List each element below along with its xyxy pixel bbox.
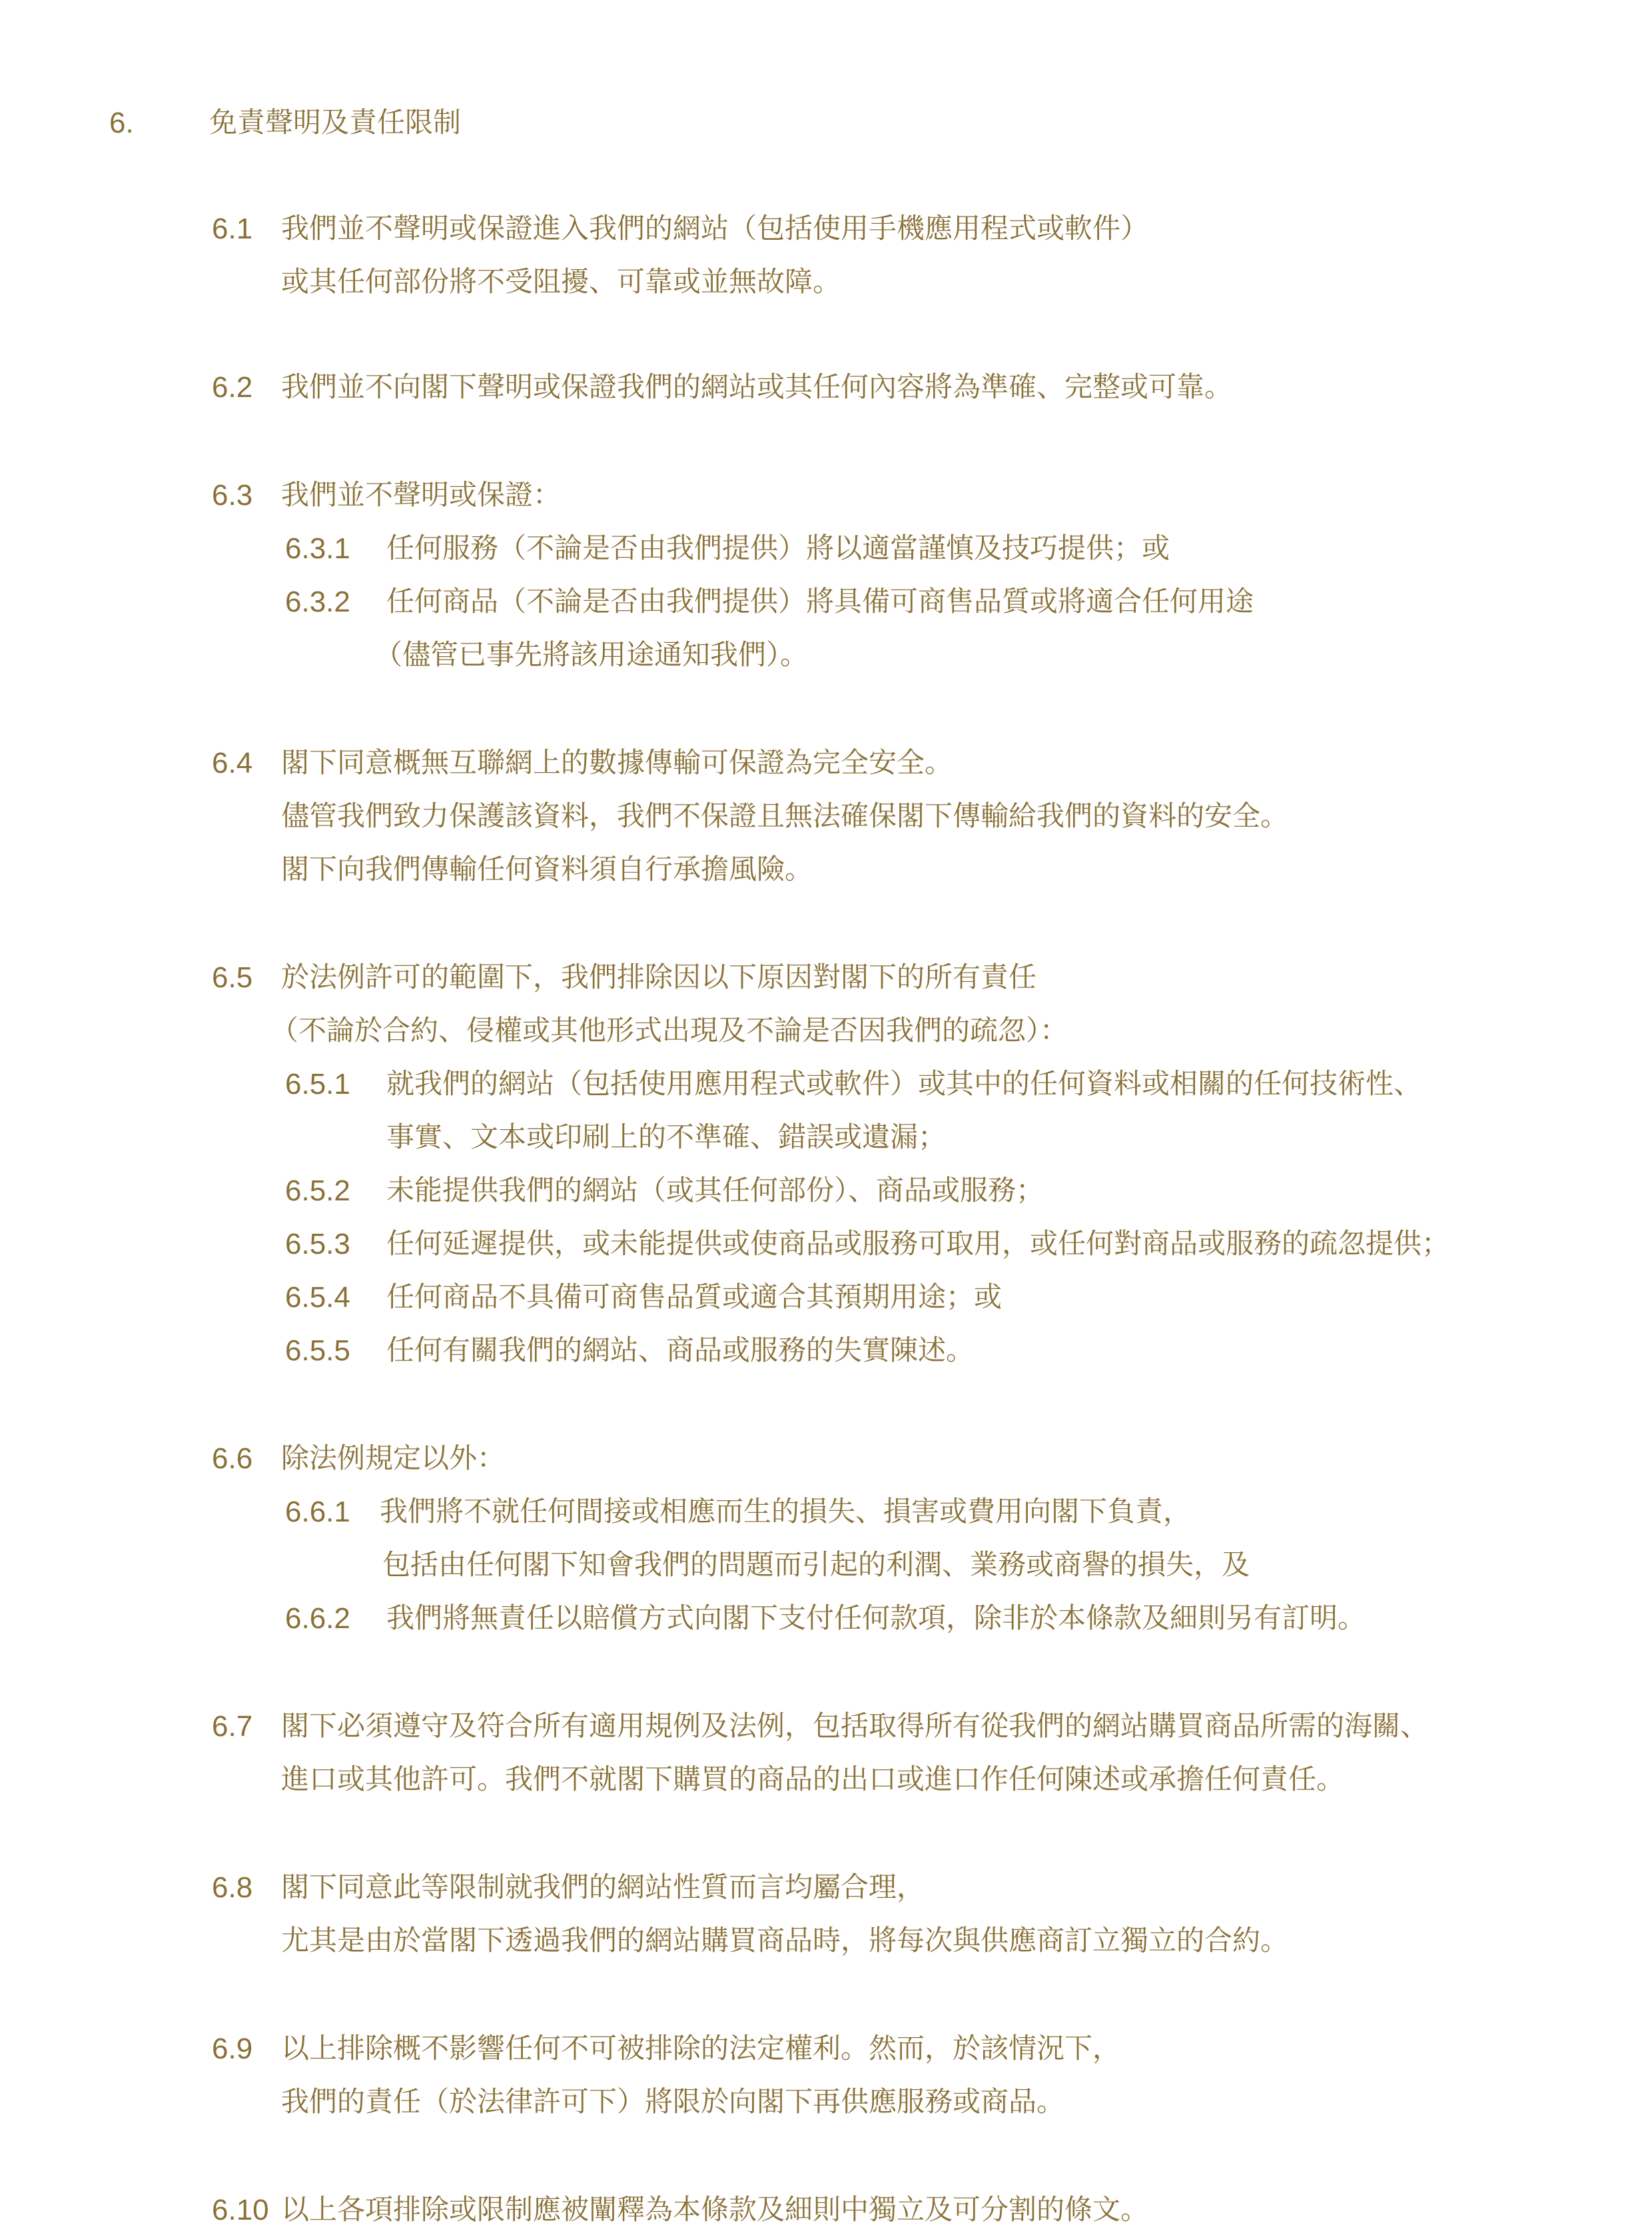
subclause-number: 6.5.3 — [285, 1228, 350, 1260]
clause-text-continued: 或其任何部份將不受阻擾、可靠或並無故障。 — [281, 265, 841, 298]
clause-text-continued: 閣下向我們傳輸任何資料須自行承擔風險。 — [281, 853, 813, 885]
subclause-text: 任何商品（不論是否由我們提供）將具備可商售品質或將適合任何用途 — [386, 585, 1254, 618]
subclause-text: 任何商品不具備可商售品質或適合其預期用途；或 — [386, 1280, 1003, 1313]
clause-text: 閣下同意此等限制就我們的網站性質而言均屬合理， — [281, 1871, 925, 1903]
clause-number: 6.7 — [212, 1710, 253, 1743]
subclause-text-continued: 事實、文本或印刷上的不準確、錯誤或遺漏； — [386, 1120, 947, 1153]
section-number: 6. — [109, 107, 134, 139]
clause-number: 6.8 — [212, 1871, 253, 1904]
clause-text-continued: 尤其是由於當閣下透過我們的網站購買商品時，將每次與供應商訂立獨立的合約。 — [281, 1924, 1289, 1957]
subclause-number: 6.6.2 — [285, 1602, 350, 1635]
subclause-number: 6.5.4 — [285, 1281, 350, 1314]
clause-text: 我們並不聲明或保證： — [281, 478, 562, 511]
clause-text: 以上排除概不影響任何不可被排除的法定權利。然而，於該情況下， — [281, 2032, 1121, 2064]
clause-text: 閣下必須遵守及符合所有適用規例及法例，包括取得所有從我們的網站購買商品所需的海關、 — [281, 1709, 1429, 1742]
subclause-number: 6.3.2 — [285, 586, 350, 618]
subclause-text: 任何延遲提供，或未能提供或使商品或服務可取用，或任何對商品或服務的疏忽提供； — [386, 1227, 1450, 1260]
clause-number: 6.10 — [212, 2194, 269, 2226]
subclause-text: 我們將不就任何間接或相應而生的損失、損害或費用向閣下負責， — [380, 1495, 1192, 1528]
clause-text-continued: 我們的責任（於法律許可下）將限於向閣下再供應服務或商品。 — [281, 2085, 1065, 2118]
clause-text-continued: 儘管我們致力保護該資料，我們不保證且無法確保閣下傳輸給我們的資料的安全。 — [281, 799, 1289, 832]
clause-text: 閣下同意概無互聯網上的數據傳輸可保證為完全安全。 — [281, 746, 953, 779]
clause-number: 6.2 — [212, 371, 253, 404]
clause-number: 6.9 — [212, 2032, 253, 2065]
subclause-text-continued: 包括由任何閣下知會我們的問題而引起的利潤、業務或商譽的損失，及 — [382, 1548, 1250, 1581]
clause-number: 6.6 — [212, 1442, 253, 1475]
subclause-text: 任何有關我們的網站、商品或服務的失實陳述。 — [386, 1334, 975, 1366]
subclause-text: 任何服務（不論是否由我們提供）將以適當謹慎及技巧提供；或 — [386, 532, 1170, 564]
clause-text: 我們並不向閣下聲明或保證我們的網站或其任何內容將為準確、完整或可靠。 — [281, 370, 1233, 403]
clause-number: 6.1 — [212, 213, 253, 245]
clause-text-continued: 進口或其他許可。我們不就閣下購買的商品的出口或進口作任何陳述或承擔任何責任。 — [281, 1763, 1345, 1795]
clause-number: 6.5 — [212, 961, 253, 994]
subclause-text: 就我們的網站（包括使用應用程式或軟件）或其中的任何資料或相關的任何技術性、 — [386, 1067, 1422, 1100]
clause-text-continued: （不論於合約、侵權或其他形式出現及不論是否因我們的疏忽）： — [270, 1014, 1068, 1047]
subclause-text: 我們將無責任以賠償方式向閣下支付任何款項，除非於本條款及細則另有訂明。 — [386, 1601, 1366, 1634]
subclause-number: 6.5.5 — [285, 1334, 350, 1367]
clause-text: 於法例許可的範圍下，我們排除因以下原因對閣下的所有責任 — [281, 961, 1037, 993]
clause-text: 以上各項排除或限制應被闡釋為本條款及細則中獨立及可分割的條文。 — [281, 2193, 1149, 2226]
clause-text: 我們並不聲明或保證進入我們的網站（包括使用手機應用程式或軟件） — [281, 212, 1149, 244]
subclause-number: 6.5.1 — [285, 1068, 350, 1101]
clause-text: 除法例規定以外： — [281, 1442, 506, 1474]
subclause-number: 6.5.2 — [285, 1174, 350, 1207]
section-title: 免責聲明及責任限制 — [209, 106, 462, 139]
subclause-number: 6.3.1 — [285, 532, 350, 565]
clause-number: 6.3 — [212, 479, 253, 512]
subclause-number: 6.6.1 — [285, 1496, 350, 1528]
clause-number: 6.4 — [212, 747, 253, 779]
subclause-text-continued: （儘管已事先將該用途通知我們）。 — [374, 638, 809, 671]
subclause-text: 未能提供我們的網站（或其任何部份）、商品或服務； — [386, 1174, 1044, 1206]
